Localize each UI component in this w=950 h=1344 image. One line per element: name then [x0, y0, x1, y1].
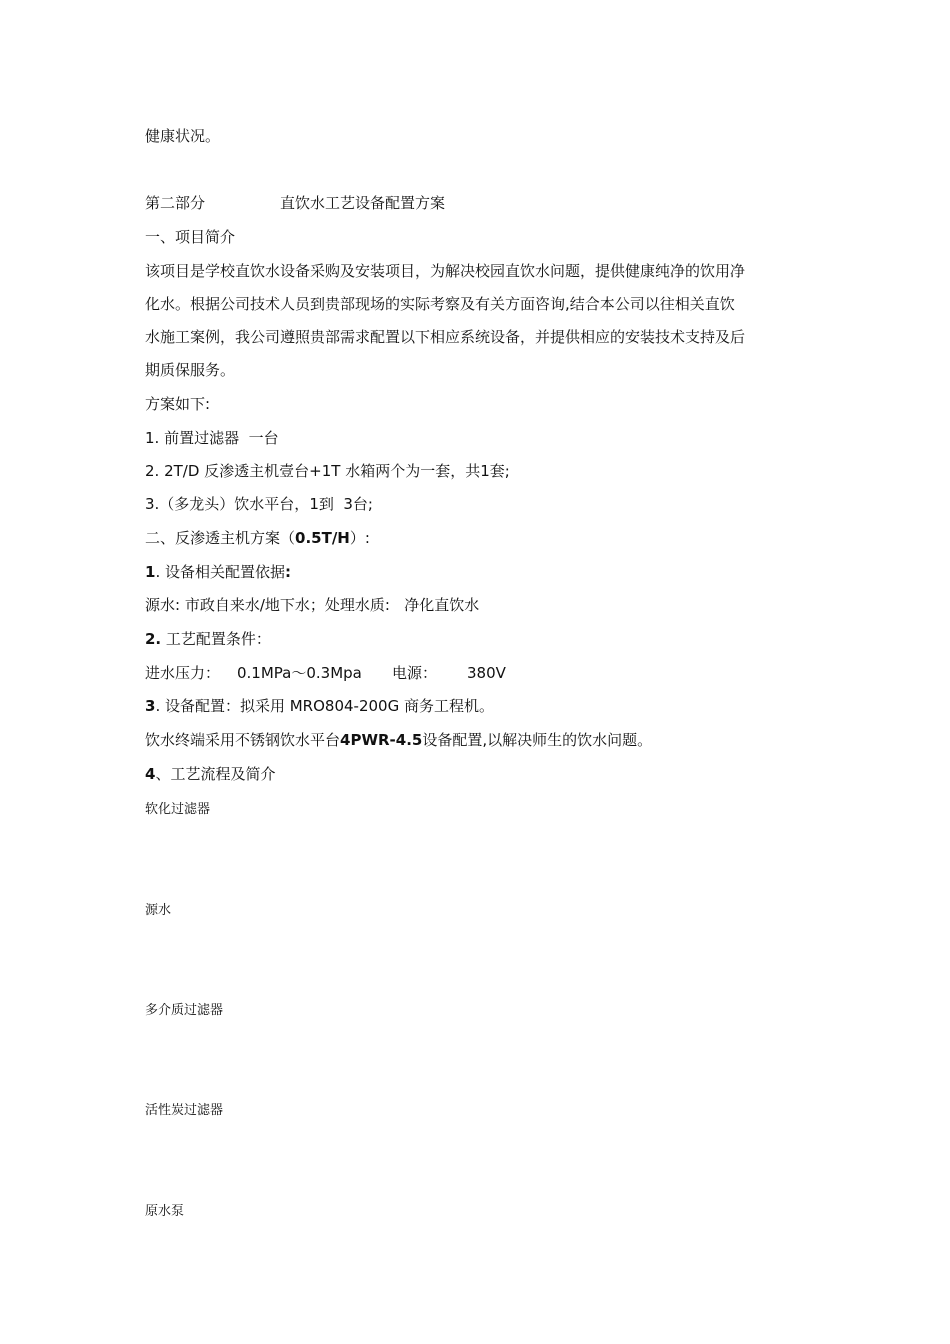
section1-para-line: 该项目是学校直饮水设备采购及安装项目，为解决校园直饮水问题，提供健康纯净的饮用净 — [145, 262, 746, 280]
source-water-line: 源水: 市政自来水/地下水；处理水质: 净化直饮水 — [145, 596, 480, 614]
plan-item: 1. 前置过滤器 一台 — [145, 429, 279, 447]
plan-item: 3.（多龙头）饮水平台，1到 3台; — [145, 495, 373, 513]
section2-heading: 二、反渗透主机方案（0.5T/H）: — [145, 529, 370, 547]
flow-label: 源水 — [145, 903, 172, 918]
pressure-power-line: 进水压力： 0.1MPa～0.3Mpa 电源： 380V — [145, 664, 506, 682]
flow-label: 原水泵 — [145, 1204, 185, 1219]
health-status-line: 健康状况。 — [145, 127, 221, 145]
process-conditions-heading: 2. 工艺配置条件： — [145, 630, 271, 648]
flow-label: 活性炭过滤器 — [145, 1103, 224, 1118]
section1-para-line: 化水。根据公司技术人员到贵部现场的实际考察及有关方面咨询,结合本公司以往相关直饮 — [145, 295, 735, 313]
plan-item: 2. 2T/D 反渗透主机壹台+1T 水箱两个为一套，共1套; — [145, 462, 510, 480]
config-basis-heading: 1. 设备相关配置依据: — [145, 563, 291, 581]
terminal-line: 饮水终端采用不锈钢饮水平台4PWR-4.5设备配置,以解决师生的饮水问题。 — [145, 731, 653, 749]
part2-title-line — [145, 193, 446, 213]
section1-para-line: 期质保服务。 — [145, 361, 236, 379]
equipment-config-line: 3. 设备配置：拟采用 MRO804-200G 商务工程机。 — [145, 697, 494, 715]
section1-heading: 一、项目简介 — [145, 228, 236, 246]
part-label: 第二部分 — [145, 194, 206, 212]
flow-label: 软化过滤器 — [145, 802, 211, 817]
section1-para-line: 水施工案例，我公司遵照贵部需求配置以下相应系统设备，并提供相应的安装技术支持及后 — [145, 328, 746, 346]
flow-label: 多介质过滤器 — [145, 1003, 224, 1018]
process-flow-heading: 4、工艺流程及简介 — [145, 765, 276, 783]
part-title: 直饮水工艺设备配置方案 — [280, 194, 446, 212]
plan-label: 方案如下: — [145, 395, 211, 413]
